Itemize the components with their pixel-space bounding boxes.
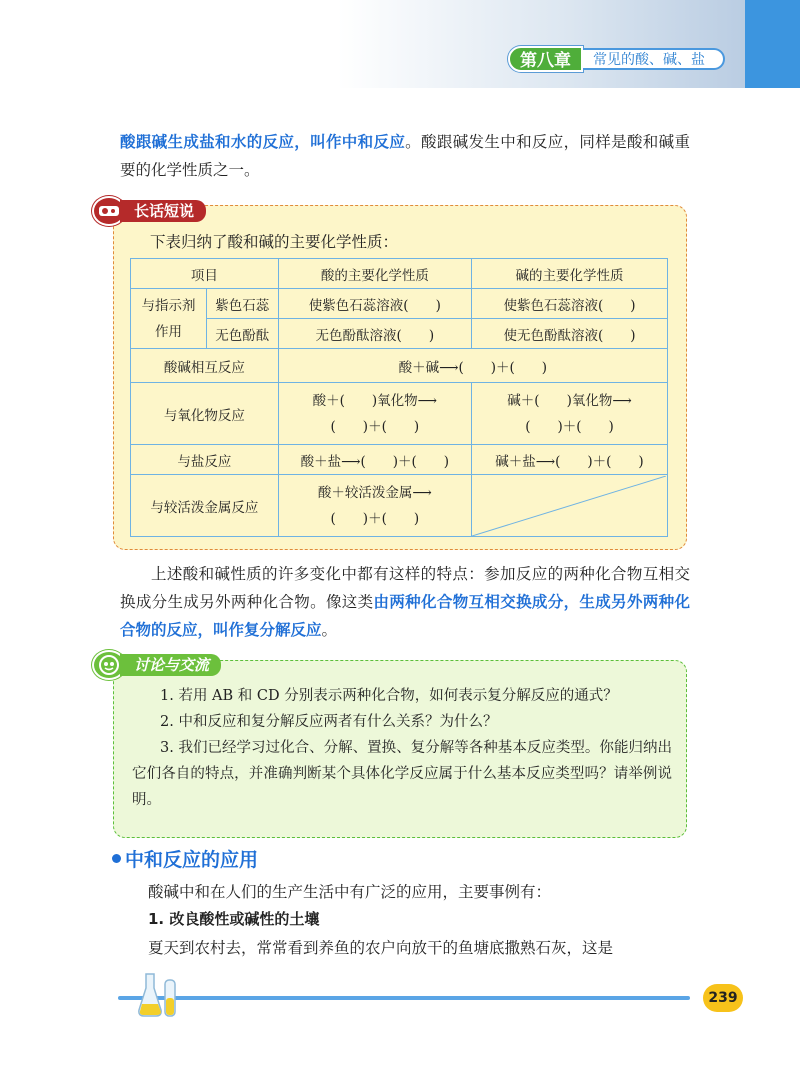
section-title: 中和反应的应用 [125,849,259,871]
table-row [131,445,668,475]
indicator-label [131,289,207,349]
header-background [0,0,750,88]
salt-name: 与盐反应 [131,445,279,475]
phenol-name: 无色酚酞 [206,319,278,349]
page-number: 239 [703,984,743,1012]
discussion-badge [92,650,221,680]
salt-acid: 酸＋盐⟶( )＋( ) [278,445,471,475]
header-side-bar [745,0,800,88]
oxide-base-line1: 碱＋( )氧化物⟶ [507,392,632,409]
metal-acid [278,475,471,537]
question-2: 2. 中和反应和复分解反应两者有什么关系？为什么？ [160,714,498,730]
flask-icon [138,970,182,1026]
bullet-icon [112,854,121,863]
chapter-tag [508,46,725,72]
double-decomposition-paragraph [120,560,690,644]
question-1: 1. 若用 AB 和 CD 分别表示两种化合物，如何表示复分解反应的通式？ [160,688,618,704]
properties-table [130,258,668,537]
metal-acid-line1: 酸＋较活泼金属⟶ [317,484,432,501]
section-intro: 酸碱中和在人们的生产生活中有广泛的应用，主要事例有： [148,883,552,901]
metal-acid-line2: ( )＋( ) [330,510,420,527]
acid-base-eq: 酸＋碱⟶( )＋( ) [278,349,667,383]
litmus-base: 使紫色石蕊溶液( ) [471,289,667,319]
subsection-heading: 1. 改良酸性或碱性的土壤 [148,910,320,928]
double-decomposition-definition: 由两种化合物互相交换成分，生成另外两种化合物的反应，叫作复分解反应 [120,593,690,639]
phenol-acid: 无色酚酞溶液( ) [278,319,471,349]
header-acid: 酸的主要化学性质 [278,259,471,289]
intro-paragraph-rest: 。酸跟碱发生中和反应，同样是酸和碱重要的化学性质之一。 [120,133,690,179]
litmus-acid: 使紫色石蕊溶液( ) [278,289,471,319]
table-header-row [131,259,668,289]
oxide-name: 与氧化物反应 [131,383,279,445]
discussion-label: 讨论与交流 [120,654,221,676]
question-3: 3. 我们已经学习过化合、分解、置换、复分解等各种基本反应类型。你能归纳出它们各自的特点，并准确判断某个具体化学反应属于什么基本反应类型吗？请举例说明。 [132,740,672,808]
summary-label: 长话短说 [120,200,206,222]
summary-intro: 下表归纳了酸和碱的主要化学性质： [150,233,399,251]
acid-base-name: 酸碱相互反应 [131,349,279,383]
oxide-acid-line2: ( )＋( ) [330,418,420,435]
table-row [131,319,668,349]
header-base: 碱的主要化学性质 [471,259,667,289]
para2-plain: 上述酸和碱性质的许多变化中都有这样的特点：参加反应的两种化合物互相交换成分生成另外两种化合物。像这类 [120,565,690,611]
metal-base-empty [471,475,667,537]
diagonal-slash [472,476,666,536]
litmus-name: 紫色石蕊 [206,289,278,319]
oxide-acid [278,383,471,445]
header-item: 项目 [131,259,279,289]
table-row [131,383,668,445]
neutralization-definition: 酸跟碱生成盐和水的反应，叫作中和反应 [120,133,406,151]
oxide-base [471,383,667,445]
para2-end: 。 [321,621,338,639]
indicator-label-text: 与指示剂作用 [141,297,196,340]
section-heading [112,845,258,872]
intro-paragraph [120,128,690,184]
oxide-acid-line1: 酸＋( )氧化物⟶ [312,392,438,409]
table-row [131,289,668,319]
salt-base: 碱＋盐⟶( )＋( ) [471,445,667,475]
phenol-base: 使无色酚酞溶液( ) [471,319,667,349]
table-row [131,349,668,383]
section-text: 夏天到农村去，常常看到养鱼的农户向放干的鱼塘底撒熟石灰，这是 [148,939,614,957]
metal-name: 与较活泼金属反应 [131,475,279,537]
footer-line [118,996,690,1000]
chapter-title: 常见的酸、碱、盐 [583,48,725,70]
chapter-number: 第八章 [508,46,583,72]
oxide-base-line2: ( )＋( ) [525,418,614,435]
summary-badge [92,196,206,226]
table-row [131,475,668,537]
